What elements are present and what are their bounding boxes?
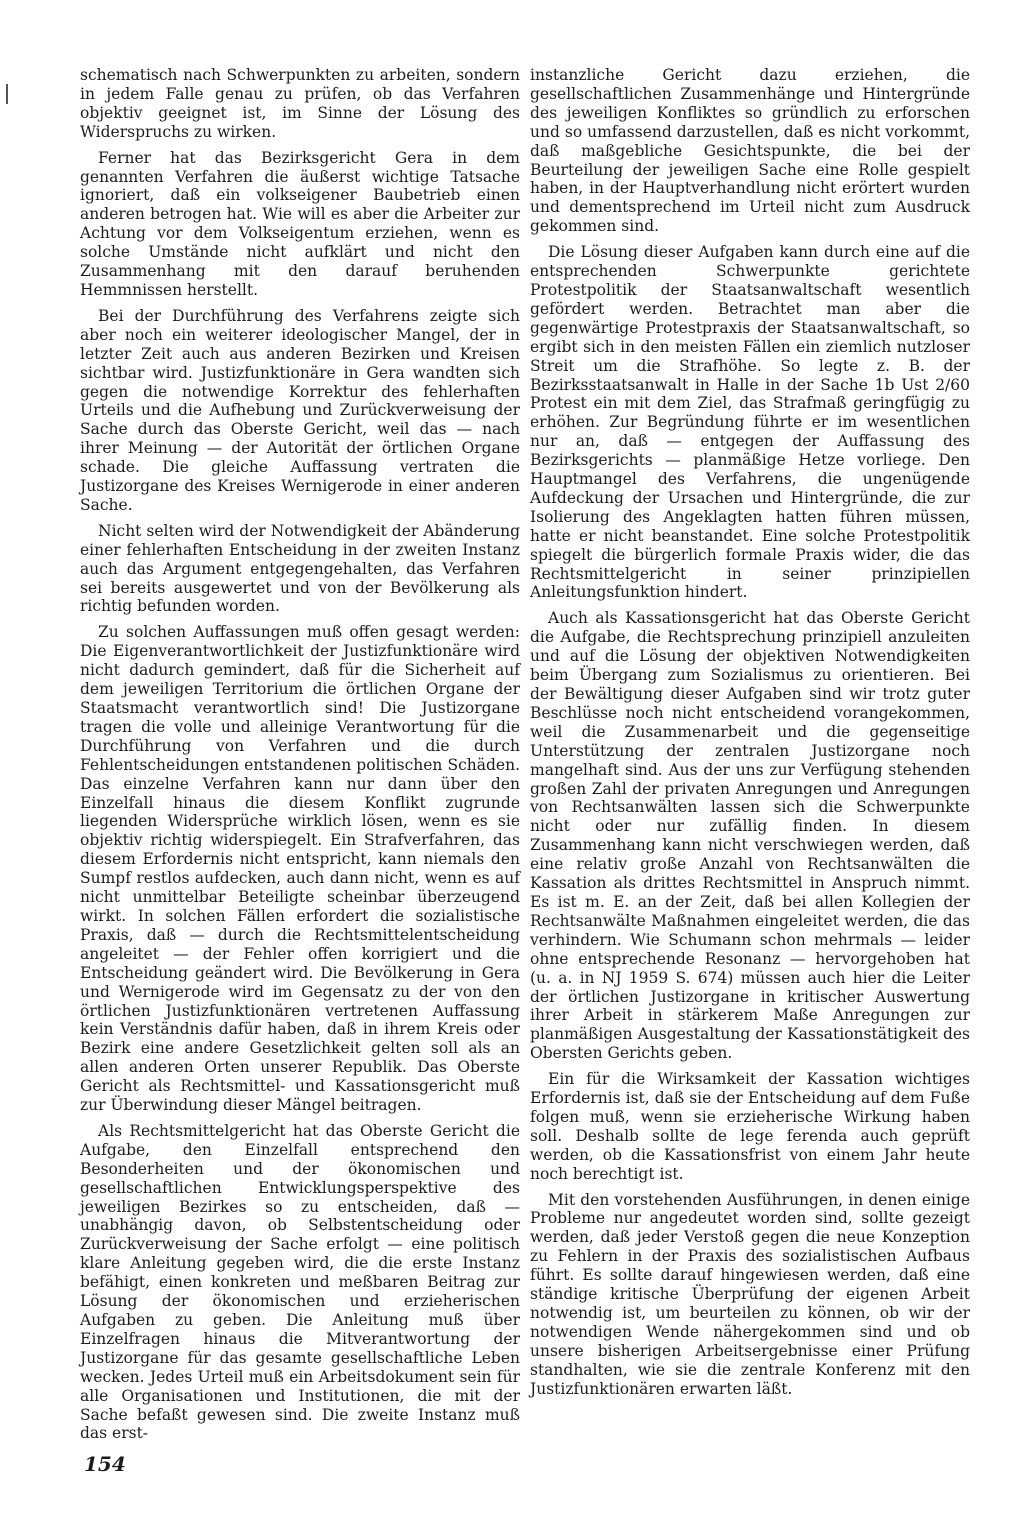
paragraph: Die Lösung dieser Aufgaben kann durch eine auf die entsprechenden Schwerpunkte gerichtete Protestpolitik der Staatsanwaltschaft wesentlich gefördert werden. Betrachtet man aber die gegenwärtige Protestpraxis der Staatsanwaltschaft, so ergibt sich in den meisten Fällen ein ziemlich nutzloser Streit um die Strafhöhe. So legte z. B. der Bezirksstaatsanwalt in Halle in der Sache 1b Ust 2/60 Protest ein mit dem Ziel, das Strafmaß geringfügig zu erhöhen. Zur Begründung führte er im wesentlichen nur an, daß — entgegen der Auffassung des Bezirksgerichts — planmäßige Hetze vorliege. Den Hauptmangel des Verfahrens, die ungenügende Aufdeckung der Ursachen und Hintergründe, die zur Isolierung des Angeklagten hatten führen müssen, hatte er nicht beanstandet. Eine solche Protestpolitik spiegelt die bürgerlich formale Praxis wider, die das Rechtsmittelgericht in seiner prinzipiellen Anleitungsfunktion hindert. — [530, 243, 970, 602]
paragraph: Nicht selten wird der Notwendigkeit der Abänderung einer fehlerhaften Entscheidung in der zweiten Instanz auch das Argument entgegengehalten, das Verfahren sei bereits ausgewertet und von der Bevölkerung als richtig befunden worden. — [80, 521, 520, 616]
right-column — [530, 66, 970, 1406]
paragraph: Bei der Durchführung des Verfahrens zeigte sich aber noch ein weiterer ideologischer Mangel, der in letzter Zeit auch aus anderen Bezirken und Kreisen sichtbar wird. Justizfunktionäre in Gera wandten sich gegen die notwendige Korrektur des fehlerhaften Urteils und die Aufhebung und Zurückverweisung der Sache durch das Oberste Gericht, weil das — nach ihrer Meinung — der Autorität der örtlichen Organe schade. Die gleiche Auffassung vertraten die Justizorgane des Kreises Wernigerode in einer anderen Sache. — [80, 306, 520, 514]
paragraph: Mit den vorstehenden Ausführungen, in denen einige Probleme nur angedeutet worden sind, sollte gezeigt werden, daß jeder Verstoß gegen die neue Konzeption zu Fehlern in der Praxis des sozialistischen Aufbaus führt. Es sollte darauf hingewiesen werden, daß eine ständige kritische Überprüfung der eigenen Arbeit notwendig ist, um beurteilen zu können, ob wir der notwendigen Wende nähergekommen sind und ob unsere bisherigen Arbeitsergebnisse einer Prüfung standhalten, wie sie die zentrale Konferenz mit den Justizfunktionären erwarten läßt. — [530, 1190, 970, 1398]
paragraph: instanzliche Gericht dazu erziehen, die gesellschaftlichen Zusammenhänge und Hintergründe des jeweiligen Konfliktes so gründlich zu erforschen und so umfassend darzustellen, daß es nicht vorkommt, daß maßgebliche Gesichtspunkte, die bei der Beurteilung der jeweiligen Sache eine Rolle gespielt haben, in der Hauptverhandlung nicht erörtert wurden und dementsprechend im Urteil nicht zum Ausdruck gekommen sind. — [530, 66, 970, 236]
page-number: 154 — [84, 1452, 126, 1476]
paragraph: Ferner hat das Bezirksgericht Gera in dem genannten Verfahren die äußerst wichtige Tatsache ignoriert, daß ein volkseigener Baubetrieb einen anderen betrogen hat. Wie will es aber die Arbeiter zur Achtung vor dem Volkseigentum erziehen, wenn es solche Umstände nicht aufklärt und nicht den Zusammenhang mit den darauf beruhenden Hemmnissen herstellt. — [80, 148, 520, 299]
paragraph: schematisch nach Schwerpunkten zu arbeiten, sondern in jedem Falle genau zu prüfen, ob das Verfahren objektiv geeignet ist, im Sinne der Lösung des Widerspruchs zu wirken. — [80, 66, 520, 141]
paragraph: Auch als Kassationsgericht hat das Oberste Gericht die Aufgabe, die Rechtsprechung prinzipiell anzuleiten und auf die Lösung der objektiven Notwendigkeiten beim Übergang zum Sozialismus zu orientieren. Bei der Bewältigung dieser Aufgaben sind wir trotz guter Beschlüsse noch nicht entscheidend vorangekommen, weil die Zusammenarbeit und die gegenseitige Unterstützung der zentralen Justizorgane noch mangelhaft sind. Aus der uns zur Verfügung stehenden großen Zahl der privaten Anregungen und Anregungen von Rechtsanwälten lassen sich die Schwerpunkte nicht oder nur zufällig finden. In diesem Zusammenhang kann nicht verschwiegen werden, daß eine relativ große Anzahl von Rechtsanwälten die Kassation als drittes Rechtsmittel in Anspruch nimmt. Es ist m. E. an der Zeit, daß bei allen Kollegien der Rechtsanwälte Maßnahmen eingeleitet werden, die das verhindern. Wie Schumann schon mehrmals — leider ohne entsprechende Resonanz — hervorgehoben hat (u. a. in NJ 1959 S. 674) müssen auch hier die Leiter der örtlichen Justizorgane in kritischer Auswertung ihrer Arbeit in stärkerem Maße Anregungen zur planmäßigen Ausgestaltung der Kassationstätigkeit des Obersten Gerichts geben. — [530, 609, 970, 1063]
margin-mark — [6, 84, 8, 104]
paragraph: Als Rechtsmittelgericht hat das Oberste Gericht die Aufgabe, den Einzelfall entsprechend den Besonderheiten und der ökonomischen und gesellschaftlichen Entwicklungsperspektive des jeweiligen Bezirkes so zu entscheiden, daß — unabhängig davon, ob Selbstentscheidung oder Zurückverweisung der Sache erfolgt — eine politisch klare Anleitung gegeben wird, die die erste Instanz befähigt, einen konkreten und meßbaren Beitrag zur Lösung der ökonomischen und erzieherischen Aufgaben zu geben. Die Anleitung muß über Einzelfragen hinaus die Mitverantwortung der Justizorgane für das gesamte gesellschaftliche Leben wecken. Jedes Urteil muß ein Arbeitsdokument sein für alle Organisationen und Institutionen, die mit der Sache befaßt gewesen sind. Die zweite Instanz muß das erst- — [80, 1121, 520, 1443]
left-column — [80, 66, 520, 1450]
paragraph: Ein für die Wirksamkeit der Kassation wichtiges Erfordernis ist, daß sie der Entscheidung auf dem Fuße folgen muß, wenn sie erzieherische Wirkung haben soll. Deshalb sollte de lege ferenda auch geprüft werden, ob die Kassationsfrist von einem Jahr heute noch berechtigt ist. — [530, 1070, 970, 1183]
paragraph: Zu solchen Auffassungen muß offen gesagt werden: Die Eigenverantwortlichkeit der Justizfunktionäre wird nicht dadurch gemindert, daß für die Sicherheit auf dem jeweiligen Territorium die örtlichen Organe der Staatsmacht verantwortlich sind! Die Justizorgane tragen die volle und alleinige Verantwortung für die Durchführung von Verfahren und die durch Fehlentscheidungen entstandenen politischen Schäden. Das einzelne Verfahren kann nur dann über den Einzelfall hinaus die diesem Konflikt zugrunde liegenden Widersprüche wirklich lösen, wenn es sie objektiv richtig widerspiegelt. Ein Strafverfahren, das diesem Erfordernis nicht entspricht, kann niemals den Sumpf restlos aufdecken, auch dann nicht, wenn es auf nicht unmittelbar Beteiligte scheinbar überzeugend wirkt. In solchen Fällen erfordert die sozialistische Praxis, daß — durch die Rechtsmittelentscheidung angeleitet — der Fehler offen korrigiert und die Entscheidung geändert wird. Die Bevölkerung in Gera und Wernigerode wird im Gegensatz zu der von den örtlichen Justizfunktionären vertretenen Auffassung kein Verständnis dafür haben, daß in ihrem Kreis oder Bezirk eine andere Gesetzlichkeit gelten soll als an allen anderen Orten unserer Republik. Das Oberste Gericht als Rechtsmittel- und Kassationsgericht muß zur Überwindung dieser Mängel beitragen. — [80, 623, 520, 1115]
